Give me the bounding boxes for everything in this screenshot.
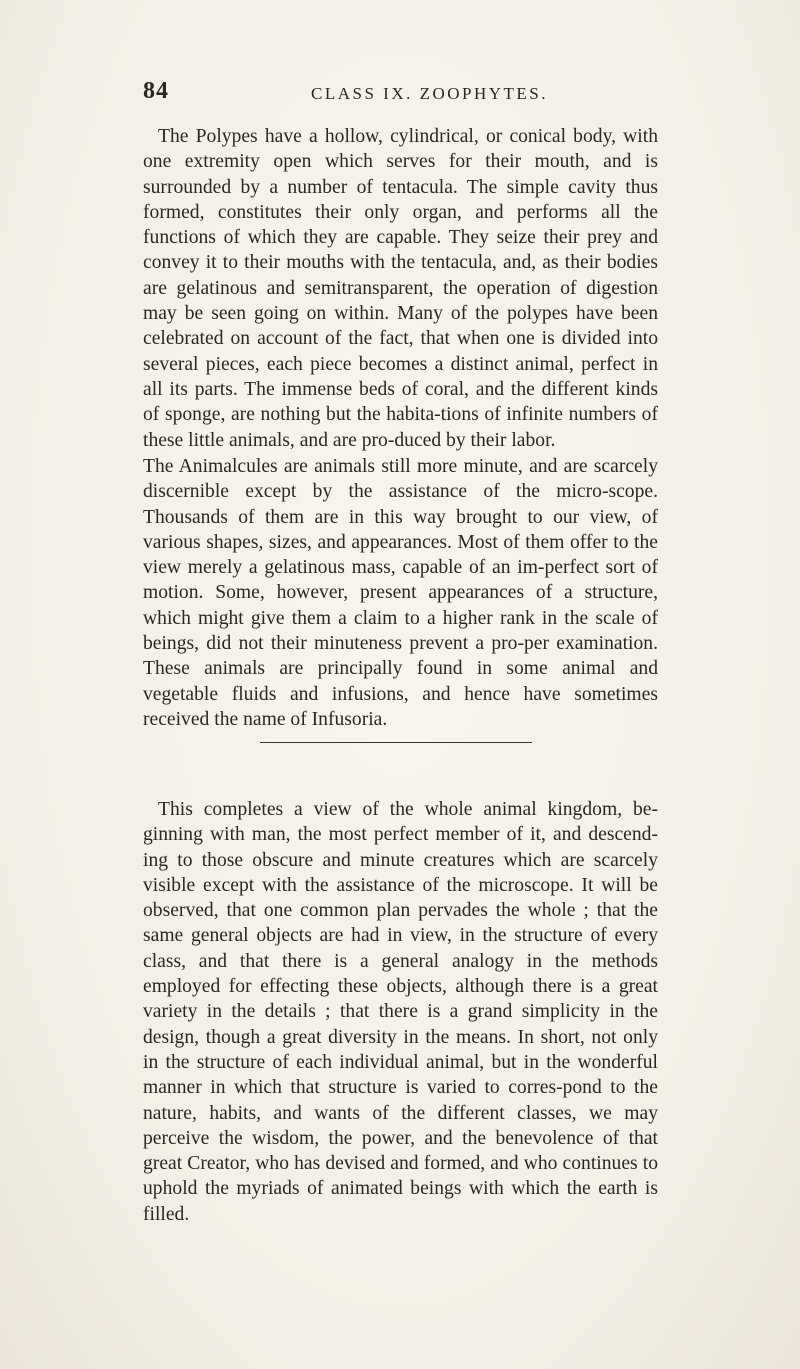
- page-number: 84: [143, 78, 169, 104]
- paragraph-animalcules: The Animalcules are animals still more minute, and are scarcely discernible except by the assistance of the micro-scope. Thousands of them are in this way brought to our view, of various shapes, sizes, and appearances. Most of them offer to the view merely a gelatinous mass, capable of an im-perfect sort of motion. Some, however, present appearances of a structure, which might give them a claim to a higher rank in the scale of beings, did not their minuteness prevent a pro-per examination. These animals are principally found in some animal and vegetable fluids and infusions, and hence have sometimes received the name of Infusoria.: [143, 456, 658, 730]
- paragraph-conclusion: This completes a view of the whole animal kingdom, be-ginning with man, the most perfect member of it, and descend-ing to those obscure and minute creatures which are scarcely visible except with the assistance of the microscope. It will be observed, that one common plan pervades the whole ; that the same general objects are had in view, in the structure of every class, and that there is a general analogy in the methods employed for effecting these objects, although there is a great variety in the details ; that there is a grand simplicity in the design, though a great diversity in the means. In short, not only in the structure of each individual animal, but in the wonderful manner in which that structure is varied to corres-pond to the nature, habits, and wants of the different classes, we may perceive the wisdom, the power, and the benevolence of that great Creator, who has devised and formed, and who continues to uphold the myriads of animated beings with which the earth is filled.: [143, 799, 658, 1225]
- running-head: [143, 78, 643, 112]
- section-divider: [260, 742, 532, 743]
- paragraph-polypes: The Polypes have a hollow, cylindrical, or conical body, with one extremity open which serves for their mouth, and is surrounded by a number of tentacula. The simple cavity thus formed, constitutes their only organ, and performs all the functions of which they are capable. They seize their prey and convey it to their mouths with the tentacula, and, as their bodies are gelatinous and semitransparent, the operation of digestion may be seen going on within. Many of the polypes have been celebrated on account of the fact, that when one is divided into several pieces, each piece becomes a distinct animal, perfect in all its parts. The immense beds of coral, and the different kinds of sponge, are nothing but the habita-tions of infinite numbers of these little animals, and are pro-duced by their labor.: [143, 126, 658, 451]
- running-title: CLASS IX. ZOOPHYTES.: [311, 84, 549, 103]
